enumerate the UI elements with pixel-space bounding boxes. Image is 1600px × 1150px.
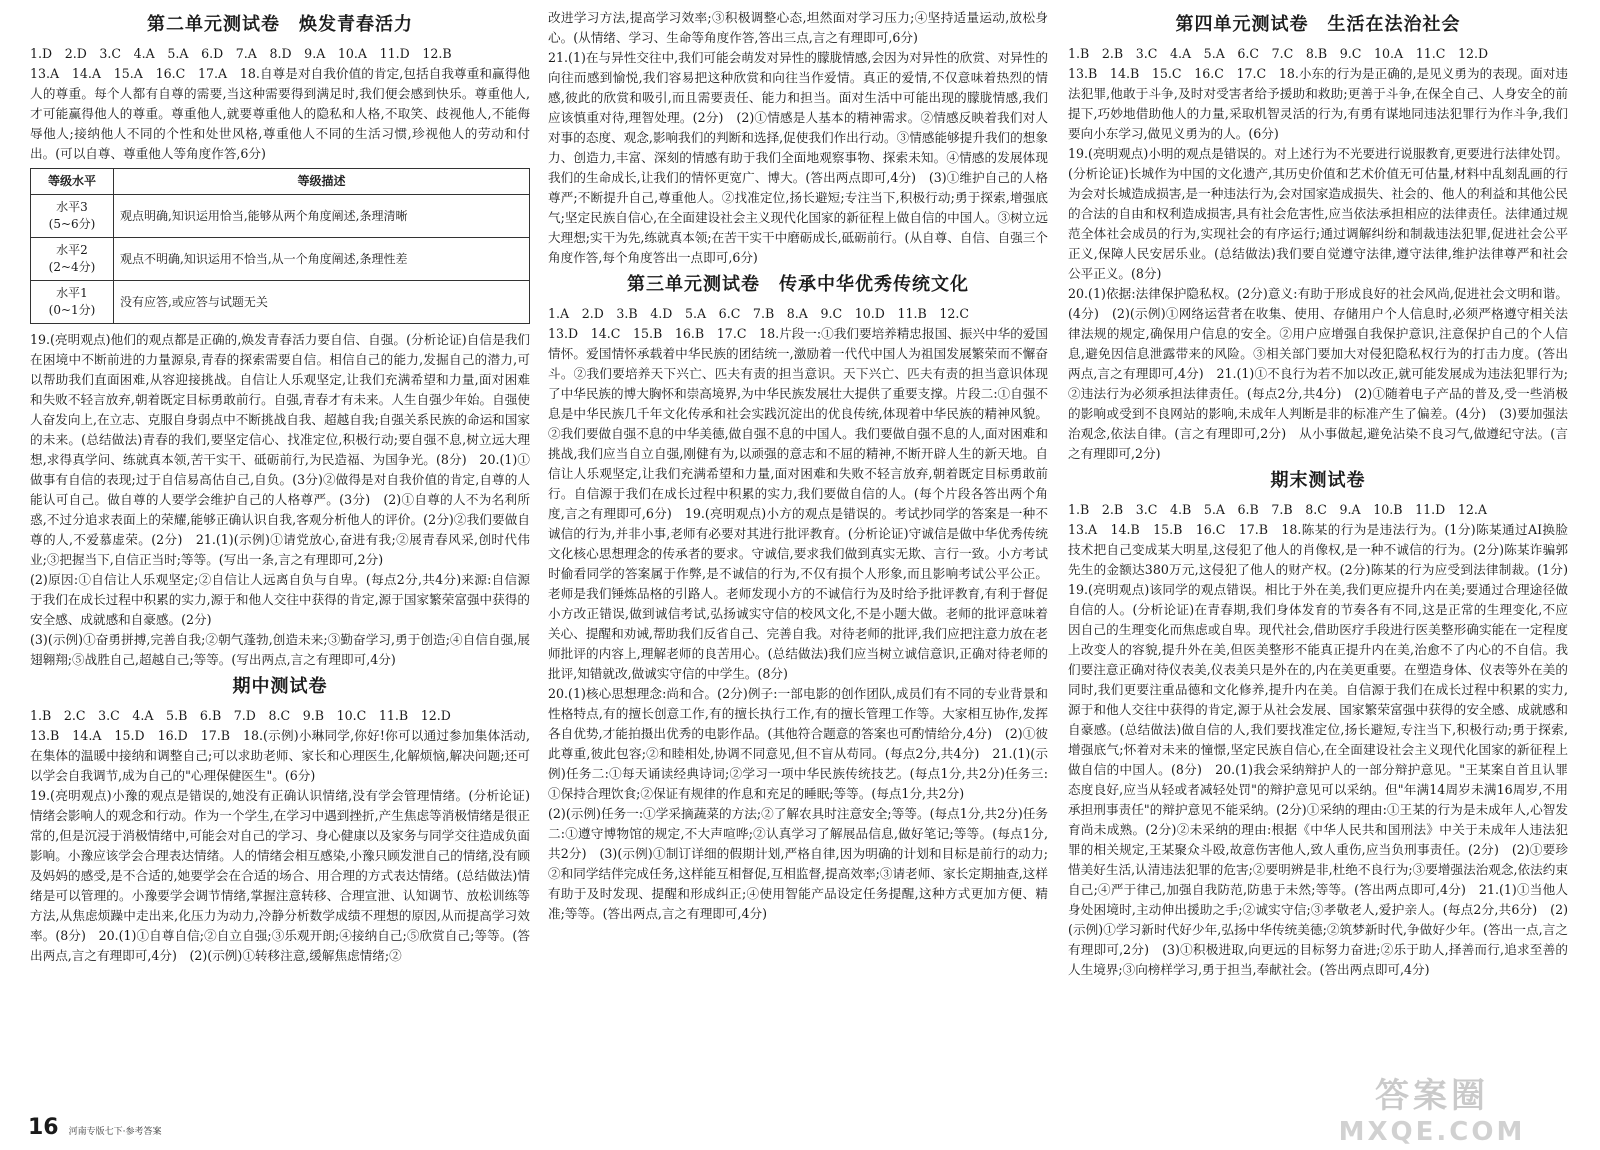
table-row <box>31 195 530 238</box>
unit4-answers: 1.B 2.B 3.C 4.A 5.A 6.C 7.C 8.B 9.C 10.A 11.C 12.D 13.B 14.B 15.C 16.C 17.C 18.小东的行为是正确的,是见义勇为的表现。面对违法犯罪,他敢于斗争,及时对受害者给予援助和救助;更善于斗争,在保全自己、人身安全的前提下,巧妙地借助他人的力量,采取机智灵活的行为,有勇有谋地同违法犯罪行为作斗争,我们要向小东学习,做见义勇为的人。(6分) 19.(亮明观点)小明的观点是错误的。对上述行为不光要进行说服教育,更要进行法律处罚。(分析论证)长城作为中国的文化遗产,其历史价值和艺术价值无可估量,材料中乱刻乱画的行为会对长城造成损害,是一种违法行为,会对国家造成损失、社会的、他人的利益和其他公民的合法的自由和权利造成损害,具有社会危害性,应当依法承担相应的法律责任。法律通过规范全体社会成员的行为,实现社会的有序运行;通过调解纠纷和制裁违法犯罪,促进社会公平正义,保障人民安居乐业。(总结做法)我们要自觉遵守法律,遵守法律,维护法律尊严和社会公平正义。(8分) 20.(1)依据:法律保护隐私权。(2分)意义:有助于形成良好的社会风尚,促进社会文明和谐。(4分) (2)(示例)①网络运营者在收集、使用、存储用户个人信息时,必须严格遵守相关法律法规的规定,确保用户信息的安全。②用户应增强自我保护意识,注意保护自己的个人信息,避免因信息泄露带来的风险。③相关部门要加大对侵犯隐私权行为的打击力度。(答出两点,言之有理即可,4分) 21.(1)①不良行为若不加以改正,就可能发展成为违法犯罪行为;②违法行为必须承担法律责任。(每点2分,共4分) (2)①随着电子产品的普及,受一些消极的影响或受到不良网站的影响,未成年人判断是非的标准产生了偏差。(4分) (3)要加强法治观念,依法自律。(言之有理即可,2分) 从小事做起,避免沾染不良习气,做遵纪守法。(言之有理即可,2分) <box>1068 46 1568 461</box>
level-cell: 水平2 (2~4分) <box>31 238 114 281</box>
midterm-answers-continued: 改进学习方法,提高学习效率;③积极调整心态,坦然面对学习压力;④坚持适量运动,放松身心。(从情绪、学习、生命等角度作答,答出三点,言之有理即可,6分) 21.(1)在与异性交往中,我们可能会萌发对异性的朦胧情感,会因为对异性的欣赏、对异性的向往而感到愉悦,我们容易把这种欣赏和向往当作爱情。真正的爱情,不仅意味着热烈的情感,彼此的欣赏和吸引,而且需要责任、能力和担当。面对生活中可能出现的朦胧情感,我们应该慎重对待,理智处理。(2分) (2)①情感是人基本的精神需求。②情感反映着我们对人对事的态度、观念,影响我们的判断和选择,促使我们作出行动。③情感能够提升我们的想象力、创造力,丰富、深刻的情感有助于我们全面地观察事物、探索未知。④情感的发展体现我们的生命成长,让我们的情怀更宽广、博大。(答出两点即可,4分) (3)①维护自己的人格尊严;不断提升自己,尊重他人。②找准定位,扬长避短;专注当下,积极行动;勇于探索,增强底气;坚定民族自信心,在全面建设社会主义现代化国家的新征程上做自信的中国人。③树立远大理想;实干为先,练就真本领;在苦干实干中磨砺成长,砥砺前行。(从自尊、自信、自强三个角度作答,每个角度答出一点即可,6分) <box>548 10 1048 265</box>
page-footer <box>28 1115 162 1140</box>
table-header-desc: 等级描述 <box>114 169 530 195</box>
final-exam-title: 期末测试卷 <box>1270 470 1366 491</box>
unit2-answers-part2: 19.(亮明观点)他们的观点都是正确的,焕发青春活力要自信、自强。(分析论证)自信是我们在困境中不断前进的力量源泉,青春的探索需要自信。相信自己的能力,发掘自己的潜力,可以帮助我们直面困难,从容迎接挑战。自信让人乐观坚定,让我们充满希望和力量,面对困难和失败不轻言放弃,朝着既定目标勇敢前行。自强,青春才有未来。人生自强少年始。自强使人奋发向上,在立志、克服自身弱点中不断挑战自我、超越自我;自强关系民族的命运和国家的未来。(总结做法)青春的我们,要坚定信心、找准定位,积极行动;要自强不息,树立远大理想,求得真学问、练就真本领,苦干实干、砥砺前行,为民造福、为国争光。(8分) 20.(1)①做事有自信的表现;过于自信易高估自己,自负。(3分)②做得是对自我价值的肯定,自尊的人能认可自己。做自尊的人要学会维护自己的人格尊严。(3分) (2)①自尊的人不为名利所惑,不过分追求表面上的荣耀,能够正确认识自我,客观分析他人的评价。(2分)②我们要做自尊的人,不爱慕虚荣。(2分) 21.(1)(示例)①请党放心,奋进有我;②展青春风采,创时代伟业;③把握当下,自信正当时;等等。(写出一条,言之有理即可,2分) (2)原因:①自信让人乐观坚定;②自信让人远离自负与自卑。(每点2分,共4分)来源:自信源于我们在成长过程中积累的实力,源于和他人交往中获得的肯定,源于国家繁荣富强中获得的安全感、成就感和自豪感。(2分) (3)(示例)①奋勇拼搏,完善自我;②朝气蓬勃,创造未来;③勤奋学习,勇于创造;④自信自强,展翅翱翔;⑤战胜自己,超越自己;等等。(写出两点,言之有理即可,4分) <box>30 332 530 667</box>
table-header-level: 等级水平 <box>31 169 114 195</box>
unit2-title: 第二单元测试卷 焕发青春活力 <box>147 14 413 35</box>
column-right <box>1068 8 1568 980</box>
column-left <box>30 8 530 966</box>
level-cell: 水平1 (0~1分) <box>31 281 114 324</box>
page-number: 16 <box>28 1115 59 1140</box>
grading-table <box>30 168 530 324</box>
table-row <box>31 238 530 281</box>
midterm-title: 期中测试卷 <box>232 676 328 697</box>
desc-cell: 没有应答,或应答与试题无关 <box>114 281 530 324</box>
final-exam-answers: 1.B 2.B 3.C 4.B 5.A 6.B 7.B 8.C 9.A 10.B 11.D 12.A 13.A 14.B 15.B 16.C 17.B 18.陈某的行为是违法行为。(1分)陈某通过AI换脸技术把自己变成某大明星,这侵犯了他人的肖像权,是一种不诚信的行为。(2分)陈某诈骗郭先生的金额达380万元,这侵犯了他人的财产权。(2分)陈某的行为应受到法律制裁。(1分) 19.(亮明观点)该同学的观点错误。相比于外在美,我们更应提升内在美;要通过合理途径做自信的人。(分析论证)在青春期,我们身体发育的节奏各有不同,这是正常的生理变化,不应因自己的生理变化而焦虑或自卑。现代社会,借助医疗手段进行医美整形确实能在一定程度上改变人的容貌,提升外在美,但医美整形不能真正提升内在美,治愈不了内心的不自信。我们要注意正确对待仪表美,仪表美只是外在的,内在美更重要。在塑造身体、仪表等外在美的同时,我们更要注重品德和文化修养,提升内在美。自信源于我们在成长过程中积累的实力,源于和他人交往中获得的肯定,源于从社会发展、国家繁荣富强中获得的安全感、成就感和自豪感。(总结做法)做自信的人,我们要找准定位,扬长避短,专注当下,积极行动;勇于探索,增强底气;怀着对未来的憧憬,坚定民族自信心,在全面建设社会主义现代化国家的新征程上做自信的中国人。(8分) 20.(1)我会采纳辩护人的一部分辩护意见。"王某案自首且认罪态度良好,应当从轻或者减轻处罚"的辩护意见可以采纳。但"年满14周岁未满16周岁,不用承担刑事责任"的辩护意见不能采纳。(2分)①采纳的理由:①王某的行为是未成年人,心智发育尚未成熟。(2分)②未采纳的理由:根据《中华人民共和国刑法》中关于未成年人违法犯罪的相关规定,王某聚众斗殴,故意伤害他人,致人重伤,应当负刑事责任。(2分) (2)①要珍惜美好生活,认清违法犯罪的危害;②要明辨是非,杜绝不良行为;③要增强法治观念,依法约束自己;④严于律己,加强自我防范,防患于未然;等等。(答出两点即可,4分) 21.(1)①当他人身处困境时,主动伸出援助之手;②诚实守信;③孝敬老人,爱护亲人。(每点2分,共6分) (2)(示例)①学习新时代好少年,弘扬中华传统美德;②筑梦新时代,争做好少年。(答出一点,言之有理即可,2分) (3)①积极进取,向更远的目标努力奋进;②乐于助人,择善而行,追求至善的人生境界;③向榜样学习,勇于担当,奉献社会。(答出两点即可,4分) <box>1068 502 1568 977</box>
unit2-answers-part1: 1.D 2.D 3.C 4.A 5.A 6.D 7.A 8.D 9.A 10.A 11.D 12.B 13.A 14.A 15.A 16.C 17.A 18.自尊是对自我价值的肯定,包括自我尊重和赢得他人的尊重。每个人都有自尊的需要,当这种需要得到满足时,我们便会感到快乐。尊重他人,才可能赢得他人的尊重。尊重他人,就要尊重他人的隐私和人格,不取笑、歧视他人,不能侮辱他人;接纳他人不同的个性和处世风格,尊重他人不同的生活习惯,珍视他人的劳动和付出。(可以自尊、尊重他人等角度作答,6分) <box>30 46 530 161</box>
unit4-title: 第四单元测试卷 生活在法治社会 <box>1175 14 1461 35</box>
table-row <box>31 281 530 324</box>
column-middle <box>548 8 1048 924</box>
footer-label: 河南专版七下·参考答案 <box>68 1127 162 1137</box>
unit3-title: 第三单元测试卷 传承中华优秀传统文化 <box>627 274 969 295</box>
watermark-logo-text: 答案圈 <box>1375 1075 1489 1116</box>
site-watermark <box>1282 1072 1582 1147</box>
midterm-answers: 1.B 2.C 3.C 4.A 5.B 6.B 7.D 8.C 9.B 10.C 11.B 12.D 13.B 14.A 15.D 16.D 17.B 18.(示例)小琳同学,你好!你可以通过参加集体活动,在集体的温暖中接纳和调整自己;可以求助老师、家长和心理医生,化解烦恼,解决问题;还可以学会自我调节,成为自己的"心理保健医生"。(6分) 19.(亮明观点)小豫的观点是错误的,她没有正确认识情绪,没有学会管理情绪。(分析论证)情绪会影响人的观念和行动。作为一个学生,在学习中遇到挫折,产生焦虑等消极情绪是很正常的,但是沉浸于消极情绪中,可能会对自己的学习、身心健康以及家务与同学交往造成负面影响。小豫应该学会合理表达情绪。人的情绪会相互感染,小豫只顾发泄自己的情绪,没有顾及妈妈的感受,是不合适的,她要学会在合适的场合、用合理的方式表达情绪。(总结做法)情绪是可以管理的。小豫要学会调节情绪,掌握注意转移、合理宣泄、认知调节、放松训练等方法,从焦虑烦躁中走出来,化压力为动力,冷静分析数学成绩不理想的原因,从而提高学习效率。(8分) 20.(1)①自尊自信;②自立自强;③乐观开朗;④接纳自己;⑤欣赏自己;等等。(答出两点,言之有理即可,4分) (2)(示例)①转移注意,缓解焦虑情绪;② <box>30 708 530 963</box>
level-cell: 水平3 (5~6分) <box>31 195 114 238</box>
desc-cell: 观点不明确,知识运用不恰当,从一个角度阐述,条理性差 <box>114 238 530 281</box>
unit3-answers: 1.A 2.D 3.B 4.D 5.A 6.C 7.B 8.A 9.C 10.D 11.B 12.C 13.D 14.C 15.B 16.B 17.C 18.片段一:①我们要培养精忠报国、振兴中华的爱国情怀。爱国情怀承载着中华民族的团结统一,激励着一代代中国人为祖国发展繁荣而不懈奋斗。②我们要培养天下兴亡、匹夫有责的担当意识。天下兴亡、匹夫有责的担当意识体现了中华民族的博大胸怀和崇高境界,为中华民族发展壮大提供了重要支撑。片段二:①自强不息是中华民族几千年文化传承和社会实践沉淀出的优良传统,体现着中华民族的精神风貌。②我们要做自强不息的中华美德,做自强不息的中国人。我们要做自强不息的人,面对困难和挑战,我们应当自立自强,刚健有为,以顽强的意志和不屈的精神,不断开辟人生的新天地。自信让人乐观坚定,让我们充满希望和力量,面对困难和失败不轻言放弃,朝着既定目标勇敢前行。自信源于我们在成长过程中积累的实力,我们要做自信的人。(每个片段各答出两个角度,言之有理即可,6分) 19.(亮明观点)小方的观点是错误的。考试抄同学的答案是一种不诚信的行为,并非小事,老师有必要对其进行批评教育。(分析论证)守诚信是做中华优秀传统文化核心思想理念的传承者的要求。守诚信,要求我们做到真实无欺、言行一致。小方考试时偷看同学的答案属于作弊,是不诚信的行为,不仅有损个人形象,而且影响考试公平公正。老师是我们锤炼品格的引路人。老师发现小方的不诚信行为及时给予批评教育,有利于督促小方改正错误,做到诚信考试,弘扬诚实守信的校风文化,不是小题大做。老师的批评意味着关心、提醒和劝诫,帮助我们反省自己、完善自我。对待老师的批评,我们应把注意力放在老师批评的内容上,理解老师的良苦用心。(总结做法)我们应当树立诚信意识,正确对待老师的批评,知错就改,做诚实守信的中学生。(8分) 20.(1)核心思想理念:尚和合。(2分)例子:一部电影的创作团队,成员们有不同的专业背景和性格特点,有的擅长创意工作,有的擅长执行工作,有的擅长管理工作等。大家相互协作,发挥各自优势,才能拍摄出优秀的电影作品。(其他符合题意的答案也可酌情给分,4分) (2)①彼此尊重,彼此包容;②和睦相处,协调不同意见,但不盲从苟同。(每点2分,共4分) 21.(1)(示例)任务二:①每天诵读经典诗词;②学习一项中华民族传统技艺。(每点1分,共2分)任务三:①保持合理饮食;②保证有规律的作息和充足的睡眠;等等。(每点1分,共2分) (2)(示例)任务一:①学采摘蔬菜的方法;②了解农具时注意安全;等等。(每点1分,共2分)任务二:①遵守博物馆的规定,不大声喧哗;②认真学习了解展品信息,做好笔记;等等。(每点1分,共2分) (3)(示例)①制订详细的假期计划,严格自律,因为明确的计划和目标是前行的动力;②和同学结伴完成任务,这样能互相督促,互相监督,提高效率;③请老师、家长定期抽查,这样有助于及时发现、提醒和形成纠正;④使用智能产品设定任务提醒,这种方式更加方便、精准;等等。(答出两点,言之有理即可,4分) <box>548 306 1048 921</box>
watermark-url: MXQE.COM <box>1338 1116 1526 1147</box>
desc-cell: 观点明确,知识运用恰当,能够从两个角度阐述,条理清晰 <box>114 195 530 238</box>
